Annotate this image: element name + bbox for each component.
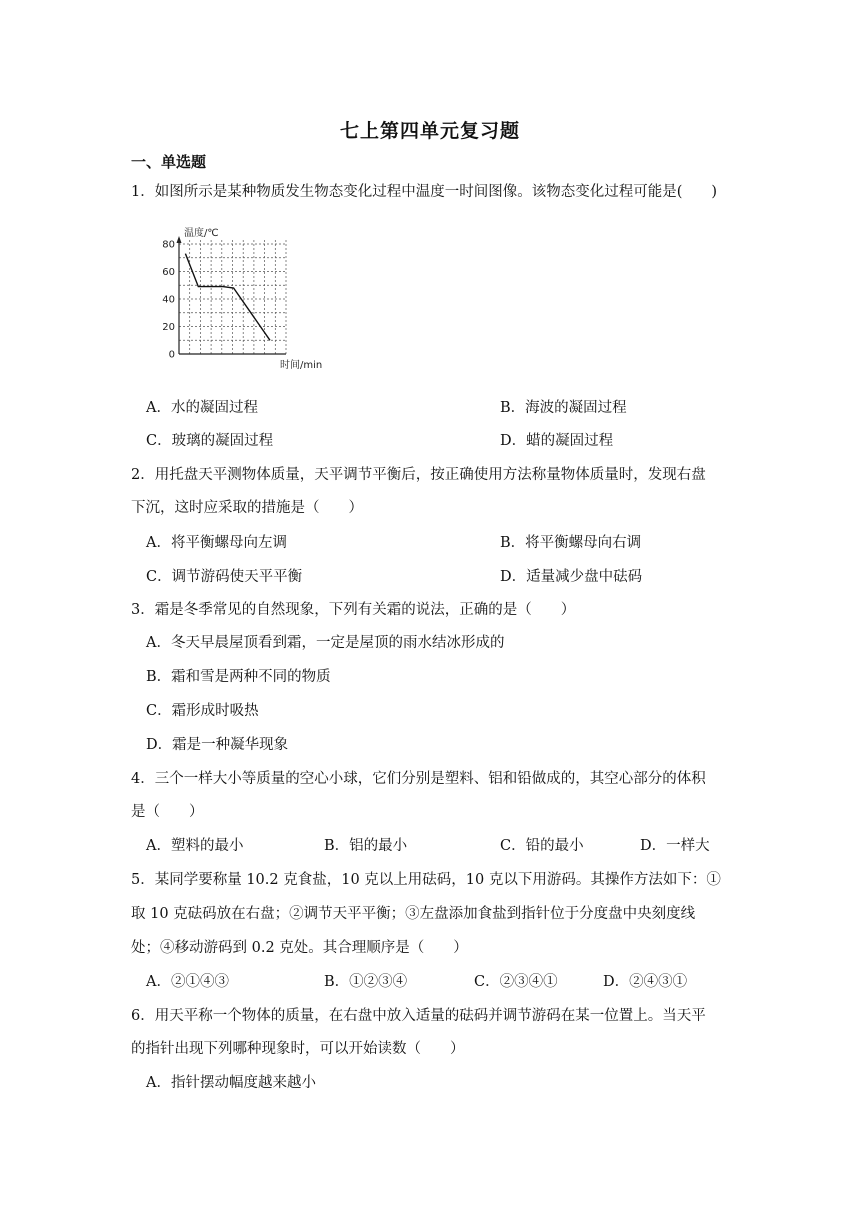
q3-option-d[interactable]: D．霜是一种凝华现象	[146, 737, 289, 753]
q5-option-a[interactable]: A．②①④③	[146, 974, 229, 990]
q3-option-a[interactable]: A．冬天早晨屋顶看到霜，一定是屋顶的雨水结冰形成的	[146, 635, 505, 651]
y-tick-label: 80	[162, 239, 175, 251]
chart-x-label: 时间/min	[280, 360, 323, 371]
question-2-line-1: 2．用托盘天平测物体质量，天平调节平衡后，按正确使用方法称量物体质量时，发现右盘	[131, 467, 706, 483]
chart-series	[185, 254, 270, 341]
question-6-line-2: 的指针出现下列哪种现象时，可以开始读数（ ）	[131, 1041, 465, 1057]
document-title: 七上第四单元复习题	[339, 120, 520, 142]
y-tick-label: 40	[162, 294, 175, 306]
q1-option-c[interactable]: C．玻璃的凝固过程	[146, 433, 274, 449]
q2-option-c[interactable]: C．调节游码使天平平衡	[146, 569, 303, 585]
q2-option-b[interactable]: B．将平衡螺母向右调	[500, 535, 642, 551]
q6-option-a[interactable]: A．指针摆动幅度越来越小	[146, 1075, 316, 1091]
section-heading: 一、单选题	[131, 153, 207, 171]
chart-y-label: 温度/℃	[184, 228, 219, 239]
q2-option-a[interactable]: A．将平衡螺母向左调	[146, 535, 287, 551]
question-4-line-2: 是（ ）	[131, 804, 204, 820]
question-4-line-1: 4．三个一样大小等质量的空心小球，它们分别是塑料、铝和铅做成的，其空心部分的体积	[131, 771, 706, 787]
chart-y-ticks	[162, 240, 175, 361]
q5-option-b[interactable]: B．①②③④	[324, 974, 408, 990]
question-2-line-2: 下沉，这时应采取的措施是（ ）	[131, 500, 363, 516]
chart-svg	[146, 218, 346, 378]
q5-option-c[interactable]: C．②③④①	[474, 974, 558, 990]
chart-grid	[179, 240, 286, 354]
y-axis-arrow-icon	[177, 236, 182, 243]
temperature-curve	[185, 254, 270, 341]
y-tick-label: 0	[168, 349, 175, 361]
question-6-line-1: 6．用天平称一个物体的质量，在右盘中放入适量的砝码并调节游码在某一位置上。当天平	[131, 1008, 706, 1024]
y-tick-label: 20	[162, 322, 175, 333]
q4-option-a[interactable]: A．塑料的最小	[146, 838, 244, 854]
q4-option-d[interactable]: D．一样大	[640, 838, 710, 854]
q4-option-b[interactable]: B．铝的最小	[324, 838, 408, 854]
q3-option-b[interactable]: B．霜和雪是两种不同的物质	[146, 669, 331, 685]
q5-option-d[interactable]: D．②④③①	[603, 974, 688, 990]
question-3-text: 3．霜是冬季常见的自然现象，下列有关霜的说法，正确的是（ ）	[131, 602, 576, 618]
question-1-text: 1．如图所示是某种物质发生物态变化过程中温度一时间图像。该物态变化过程可能是( )	[131, 184, 718, 200]
q1-option-a[interactable]: A．水的凝固过程	[146, 400, 258, 416]
q1-option-d[interactable]: D．蜡的凝固过程	[500, 433, 614, 449]
y-tick-label: 60	[162, 267, 175, 278]
question-5-line-2: 取 10 克砝码放在右盘；②调节天平平衡；③左盘添加食盐到指针位于分度盘中央刻度线	[131, 906, 696, 922]
temperature-time-chart	[146, 218, 346, 378]
q3-option-c[interactable]: C．霜形成时吸热	[146, 703, 259, 719]
question-5-line-1: 5．某同学要称量 10.2 克食盐，10 克以上用砝码，10 克以下用游码。其操作方法如下：①	[131, 872, 721, 888]
q4-option-c[interactable]: C．铅的最小	[500, 838, 584, 854]
question-5-line-3: 处；④移动游码到 0.2 克处。其合理顺序是（ ）	[131, 940, 468, 956]
q1-option-b[interactable]: B．海波的凝固过程	[500, 400, 627, 416]
q2-option-d[interactable]: D．适量减少盘中砝码	[500, 569, 643, 585]
